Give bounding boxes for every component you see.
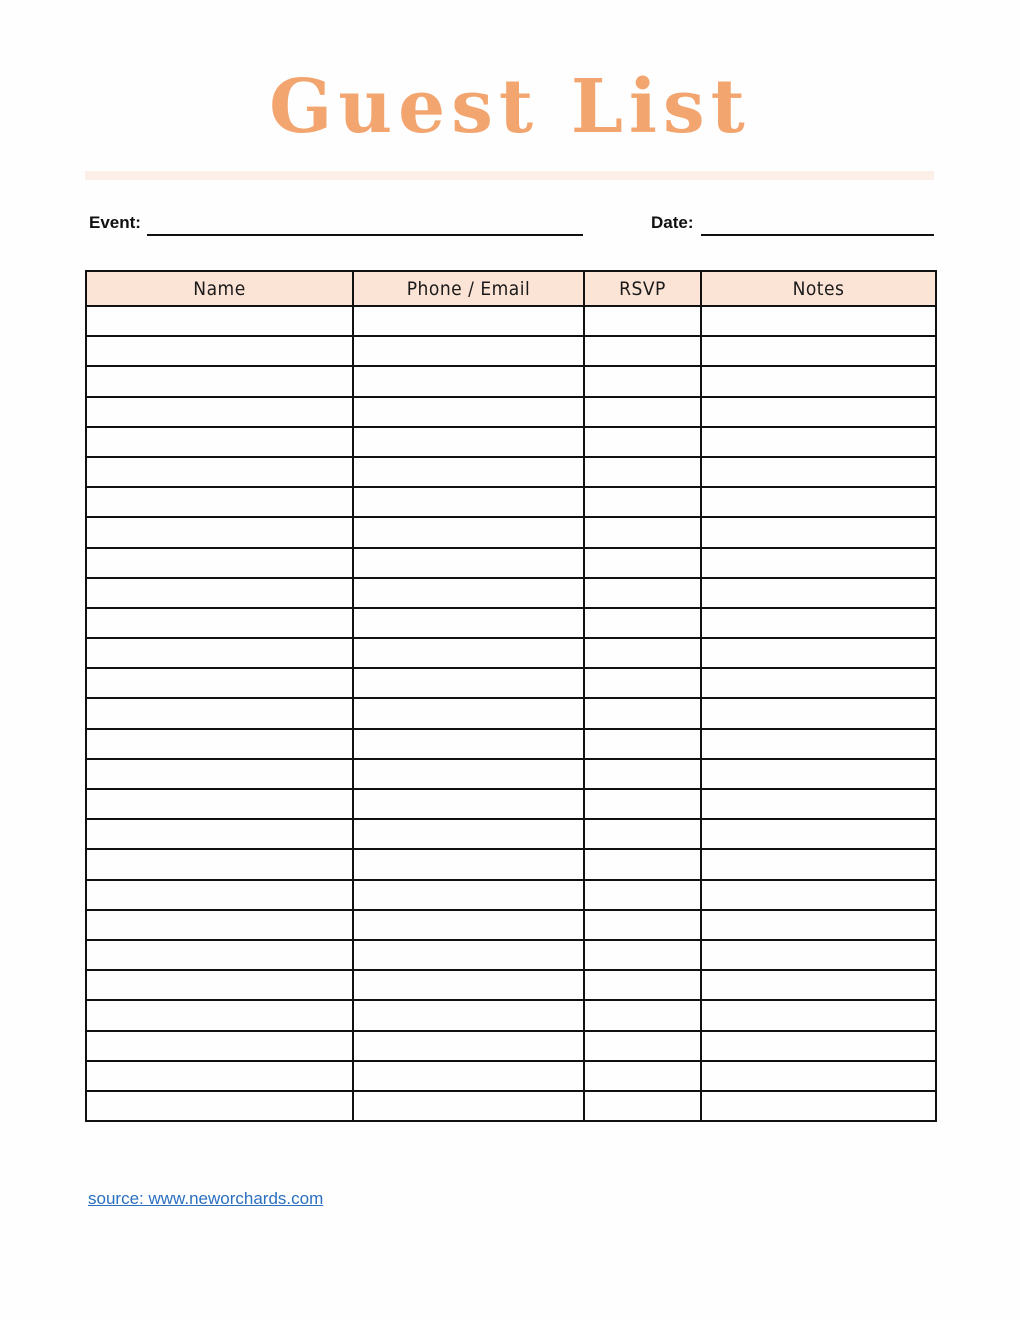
notes-cell[interactable] — [701, 578, 936, 608]
notes-cell[interactable] — [701, 668, 936, 698]
notes-cell[interactable] — [701, 548, 936, 578]
name-cell[interactable] — [86, 638, 353, 668]
phone-email-cell[interactable] — [353, 427, 584, 457]
notes-cell[interactable] — [701, 940, 936, 970]
notes-cell[interactable] — [701, 427, 936, 457]
phone-email-cell[interactable] — [353, 487, 584, 517]
notes-cell[interactable] — [701, 487, 936, 517]
name-cell[interactable] — [86, 1000, 353, 1030]
name-cell[interactable] — [86, 487, 353, 517]
notes-cell[interactable] — [701, 698, 936, 728]
table-row — [86, 457, 936, 487]
guest-table — [85, 270, 937, 1122]
phone-email-cell[interactable] — [353, 1031, 584, 1061]
rsvp-cell[interactable] — [584, 336, 701, 366]
name-cell[interactable] — [86, 789, 353, 819]
rsvp-cell[interactable] — [584, 698, 701, 728]
phone-email-cell[interactable] — [353, 970, 584, 1000]
table-row — [86, 970, 936, 1000]
table-row — [86, 548, 936, 578]
rsvp-cell[interactable] — [584, 1000, 701, 1030]
notes-cell[interactable] — [701, 397, 936, 427]
phone-email-cell[interactable] — [353, 517, 584, 547]
column-header-rsvp: RSVP — [584, 271, 701, 306]
table-row — [86, 849, 936, 879]
phone-email-cell[interactable] — [353, 880, 584, 910]
phone-email-cell[interactable] — [353, 1091, 584, 1121]
rsvp-cell[interactable] — [584, 548, 701, 578]
column-header-name: Name — [86, 271, 353, 306]
name-cell[interactable] — [86, 668, 353, 698]
notes-cell[interactable] — [701, 1031, 936, 1061]
rsvp-cell[interactable] — [584, 1061, 701, 1091]
table-row — [86, 759, 936, 789]
name-cell[interactable] — [86, 698, 353, 728]
date-field[interactable] — [701, 234, 934, 236]
rsvp-cell[interactable] — [584, 427, 701, 457]
rsvp-cell[interactable] — [584, 668, 701, 698]
phone-email-cell[interactable] — [353, 668, 584, 698]
name-cell[interactable] — [86, 940, 353, 970]
name-cell[interactable] — [86, 849, 353, 879]
table-row — [86, 819, 936, 849]
phone-email-cell[interactable] — [353, 759, 584, 789]
table-row — [86, 336, 936, 366]
name-cell[interactable] — [86, 397, 353, 427]
name-cell[interactable] — [86, 517, 353, 547]
name-cell[interactable] — [86, 1091, 353, 1121]
phone-email-cell[interactable] — [353, 729, 584, 759]
table-row — [86, 306, 936, 336]
phone-email-cell[interactable] — [353, 819, 584, 849]
notes-cell[interactable] — [701, 970, 936, 1000]
phone-email-cell[interactable] — [353, 608, 584, 638]
notes-cell[interactable] — [701, 306, 936, 336]
table-row — [86, 910, 936, 940]
table-row — [86, 608, 936, 638]
phone-email-cell[interactable] — [353, 910, 584, 940]
name-cell[interactable] — [86, 548, 353, 578]
rsvp-cell[interactable] — [584, 880, 701, 910]
notes-cell[interactable] — [701, 517, 936, 547]
name-cell[interactable] — [86, 457, 353, 487]
table-row — [86, 1031, 936, 1061]
notes-cell[interactable] — [701, 849, 936, 879]
name-cell[interactable] — [86, 1061, 353, 1091]
rsvp-cell[interactable] — [584, 789, 701, 819]
rsvp-cell[interactable] — [584, 849, 701, 879]
table-row — [86, 729, 936, 759]
phone-email-cell[interactable] — [353, 336, 584, 366]
notes-cell[interactable] — [701, 819, 936, 849]
notes-cell[interactable] — [701, 910, 936, 940]
phone-email-cell[interactable] — [353, 849, 584, 879]
rsvp-cell[interactable] — [584, 970, 701, 1000]
phone-email-cell[interactable] — [353, 397, 584, 427]
phone-email-cell[interactable] — [353, 306, 584, 336]
name-cell[interactable] — [86, 578, 353, 608]
table-row — [86, 668, 936, 698]
phone-email-cell[interactable] — [353, 457, 584, 487]
rsvp-cell[interactable] — [584, 608, 701, 638]
rsvp-cell[interactable] — [584, 457, 701, 487]
name-cell[interactable] — [86, 819, 353, 849]
rsvp-cell[interactable] — [584, 638, 701, 668]
phone-email-cell[interactable] — [353, 940, 584, 970]
table-row — [86, 1000, 936, 1030]
column-header-phone-email: Phone / Email — [353, 271, 584, 306]
page-title: Guest List — [269, 64, 751, 150]
phone-email-cell[interactable] — [353, 1061, 584, 1091]
notes-cell[interactable] — [701, 608, 936, 638]
notes-cell[interactable] — [701, 1091, 936, 1121]
table-row — [86, 366, 936, 396]
event-label: Event: — [89, 213, 141, 232]
phone-email-cell[interactable] — [353, 698, 584, 728]
rsvp-cell[interactable] — [584, 819, 701, 849]
date-label: Date: — [651, 213, 694, 232]
name-cell[interactable] — [86, 608, 353, 638]
rsvp-cell[interactable] — [584, 1031, 701, 1061]
phone-email-cell[interactable] — [353, 366, 584, 396]
name-cell[interactable] — [86, 880, 353, 910]
table-row — [86, 940, 936, 970]
rsvp-cell[interactable] — [584, 517, 701, 547]
notes-cell[interactable] — [701, 880, 936, 910]
rsvp-cell[interactable] — [584, 487, 701, 517]
rsvp-cell[interactable] — [584, 940, 701, 970]
rsvp-cell[interactable] — [584, 306, 701, 336]
name-cell[interactable] — [86, 336, 353, 366]
phone-email-cell[interactable] — [353, 638, 584, 668]
table-row — [86, 698, 936, 728]
notes-cell[interactable] — [701, 789, 936, 819]
name-cell[interactable] — [86, 366, 353, 396]
name-cell[interactable] — [86, 970, 353, 1000]
notes-cell[interactable] — [701, 638, 936, 668]
table-row — [86, 517, 936, 547]
table-row — [86, 578, 936, 608]
table-row — [86, 427, 936, 457]
name-cell[interactable] — [86, 1031, 353, 1061]
table-row — [86, 880, 936, 910]
guest-table-body — [86, 306, 936, 1121]
name-cell[interactable] — [86, 306, 353, 336]
table-row — [86, 638, 936, 668]
notes-cell[interactable] — [701, 759, 936, 789]
rsvp-cell[interactable] — [584, 729, 701, 759]
table-row — [86, 487, 936, 517]
phone-email-cell[interactable] — [353, 548, 584, 578]
title-divider — [85, 171, 934, 180]
phone-email-cell[interactable] — [353, 578, 584, 608]
source-link[interactable]: source: www.neworchards.com — [88, 1189, 324, 1208]
notes-cell[interactable] — [701, 729, 936, 759]
rsvp-cell[interactable] — [584, 397, 701, 427]
table-header-row — [86, 271, 936, 306]
table-row — [86, 789, 936, 819]
name-cell[interactable] — [86, 910, 353, 940]
table-row — [86, 397, 936, 427]
notes-cell[interactable] — [701, 366, 936, 396]
table-row — [86, 1091, 936, 1121]
rsvp-cell[interactable] — [584, 1091, 701, 1121]
name-cell[interactable] — [86, 729, 353, 759]
name-cell[interactable] — [86, 427, 353, 457]
notes-cell[interactable] — [701, 1061, 936, 1091]
column-header-notes: Notes — [701, 271, 936, 306]
rsvp-cell[interactable] — [584, 366, 701, 396]
rsvp-cell[interactable] — [584, 759, 701, 789]
notes-cell[interactable] — [701, 336, 936, 366]
phone-email-cell[interactable] — [353, 1000, 584, 1030]
notes-cell[interactable] — [701, 1000, 936, 1030]
rsvp-cell[interactable] — [584, 910, 701, 940]
phone-email-cell[interactable] — [353, 789, 584, 819]
name-cell[interactable] — [86, 759, 353, 789]
table-row — [86, 1061, 936, 1091]
notes-cell[interactable] — [701, 457, 936, 487]
event-field[interactable] — [147, 234, 583, 236]
rsvp-cell[interactable] — [584, 578, 701, 608]
